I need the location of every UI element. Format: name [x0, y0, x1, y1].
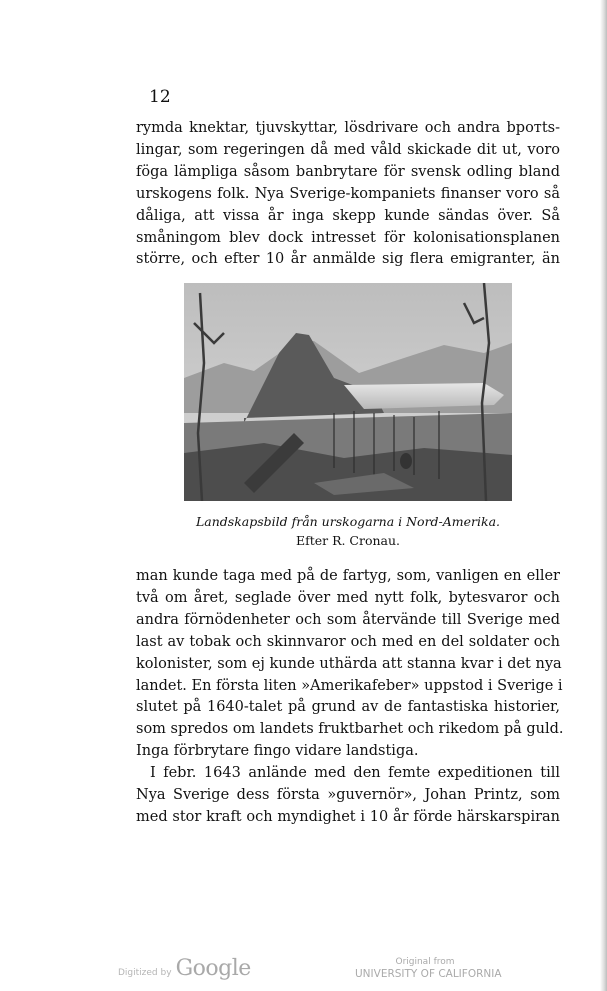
- text-line: kolonister, som ej kunde uthärda att stanna kvar i det nya: [136, 655, 562, 672]
- text-line: man kunde taga med på de fartyg, som, vanligen en eller: [136, 568, 560, 584]
- text-line: I febr. 1643 anlände med den femte expeditionen till: [150, 765, 560, 782]
- digitized-by-google-watermark: [118, 956, 251, 981]
- text-line: småningom blev dock intresset för kolonisationsplanen: [136, 229, 560, 246]
- figure-credit: Efter R. Cronau.: [295, 533, 401, 548]
- paragraph-bottom: [136, 566, 564, 829]
- page-edge-shadow: [600, 0, 607, 991]
- text-line: större, och efter 10 år anmälde sig flera emigranter, än: [136, 251, 560, 268]
- text-line: Inga förbrytare fingo vidare landstiga.: [136, 743, 419, 760]
- text-line: Nya Sverige dess första »guvernör», Johan Printz, som: [136, 787, 560, 804]
- text-line: som spredos om landets fruktbarhet och rikedom på guld.: [136, 721, 564, 738]
- text-line: andra förnödenheter och som återvände till Sverige med: [136, 611, 560, 628]
- text-line: rymda knektar, tjuvskyttar, lösdrivare och andra bротts-: [136, 120, 560, 136]
- figure-caption: Landskapsbild från urskogarna i Nord-Amerika.: [195, 514, 501, 529]
- text-line: två om året, seglade över med nytt folk, bytesvaror och: [136, 589, 560, 606]
- page-number: 12: [149, 87, 171, 107]
- university-label: UNIVERSITY OF CALIFORNIA: [355, 968, 502, 980]
- text-line: slutet på 1640-talet på grund av de fantastiska historier,: [136, 699, 560, 716]
- landscape-engraving-image: [184, 283, 512, 501]
- google-logo: Google: [175, 956, 251, 981]
- text-line: dåliga, att vissa år inga skepp kunde sändas över. Så: [136, 207, 560, 224]
- digitized-by-label: Digitized by: [118, 968, 172, 978]
- text-line: landet. En första liten »Amerikafeber» uppstod i Sverige i: [136, 677, 563, 694]
- original-from-label: Original from: [395, 957, 455, 967]
- paragraph-top: [136, 118, 560, 271]
- text-line: föga lämpliga såsom banbrytare för svensk odling bland: [136, 163, 560, 180]
- text-line: lingar, som regeringen då med våld skickade dit ut, voro: [136, 141, 560, 158]
- text-line: med stor kraft och myndighet i 10 år förde härskarspiran: [136, 808, 560, 825]
- text-line: urskogens folk. Nya Sverige-kompaniets finanser voro så: [136, 185, 560, 202]
- landscape-illustration: [184, 283, 512, 501]
- original-from-watermark: [355, 956, 502, 980]
- text-line: last av tobak och skinnvaror och med en del soldater och: [136, 633, 560, 650]
